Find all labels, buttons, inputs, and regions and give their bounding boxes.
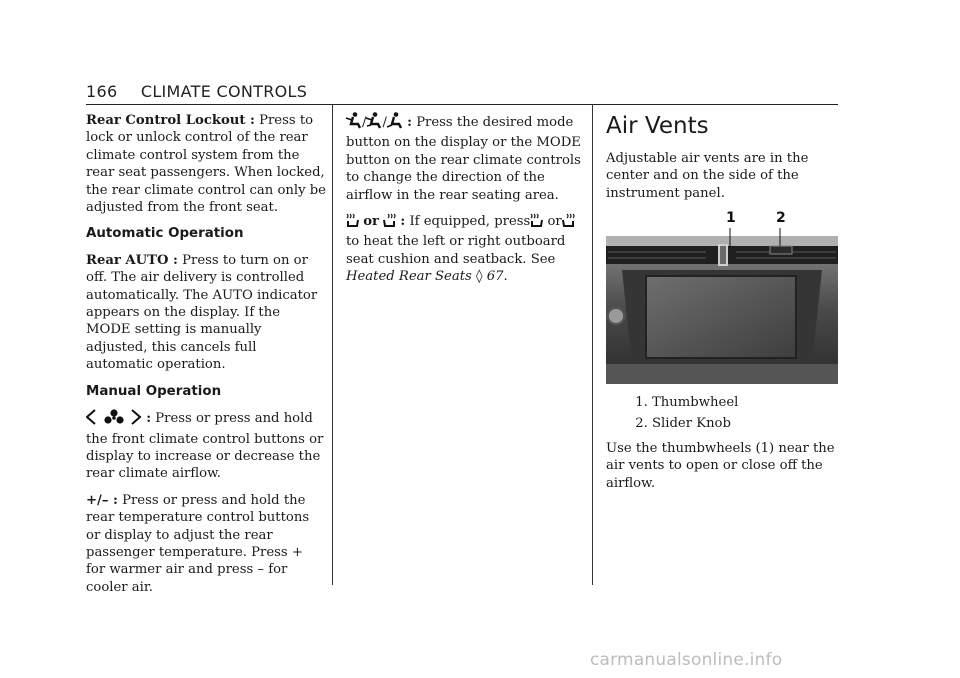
page-number: 166: [86, 82, 118, 101]
air-vents-photo: [606, 210, 838, 384]
header-rule: [86, 104, 838, 105]
watermark: carmanualsonline.info: [590, 650, 783, 670]
callout-1: 1: [726, 210, 736, 227]
air-vents-outro: Use the thumbwheels (1) near the air vents to open or close off the airflow.: [606, 441, 835, 491]
column-2: [346, 112, 582, 295]
right-heated-seat-icon: [383, 213, 396, 233]
list-item: 1. Thumbwheel: [652, 394, 842, 411]
floor-mode-icon: [387, 112, 403, 134]
bi-level-mode-icon: [366, 112, 382, 134]
fan-speed-icon: [86, 409, 142, 430]
rear-auto-paragraph: Rear AUTO : Press to turn on or off. The air delivery is controlled automatically. The AUTO indicator appears on the display. If the MODE setting is manually adjusted, this cancels full automatic operation.: [86, 252, 318, 373]
right-heated-seat-icon-inline: [562, 213, 575, 233]
callout-list: [606, 394, 842, 432]
fan-speed-paragraph: : Press or press and hold the front climate control buttons or display to increase or decrease the rear climate airflow.: [86, 411, 324, 482]
callout-2: 2: [776, 210, 786, 227]
rear-control-lockout-paragraph: Rear Control Lockout : Press to lock or unlock control of the rear climate control system from the rear seat passengers. When locked, the rear climate control can only be adjusted from the front seat.: [86, 113, 326, 216]
left-heated-seat-icon: [346, 213, 359, 233]
page-ref-symbol: ◊: [475, 269, 483, 285]
manual-operation-heading: Manual Operation: [86, 383, 222, 399]
air-vents-title: Air Vents: [606, 113, 709, 139]
air-vents-intro: Adjustable air vents are in the center and on the side of the instrument panel.: [606, 151, 809, 201]
left-heated-seat-icon-inline: [530, 213, 543, 233]
vent-mode-icon: [346, 112, 362, 134]
heated-seats-paragraph: or : If equipped, press or to heat the left or right outboard seat cushion and seatback. See Heated Rear Seats ◊ 67.: [346, 213, 582, 286]
heated-rear-seats-link[interactable]: Heated Rear Seats: [346, 269, 472, 285]
column-1: [86, 112, 326, 605]
page-header: [86, 82, 307, 101]
section-title: CLIMATE CONTROLS: [140, 82, 308, 101]
page-reference[interactable]: 67.: [486, 269, 508, 285]
column-divider-1: [332, 104, 333, 585]
column-divider-2: [592, 104, 593, 585]
automatic-operation-heading: Automatic Operation: [86, 226, 244, 242]
list-item: 2. Slider Knob: [652, 415, 842, 432]
column-3: [606, 112, 842, 501]
temperature-paragraph: +/– : Press or press and hold the rear temperature control buttons or display to adjust the rear passenger temperature. Press + for warmer air and press – for cooler air.: [86, 492, 310, 595]
airflow-mode-paragraph: / / : Press the desired mode button on the display or the MODE button on the rear climate controls to change the direction of the airflow in the rear seating area.: [346, 112, 582, 204]
